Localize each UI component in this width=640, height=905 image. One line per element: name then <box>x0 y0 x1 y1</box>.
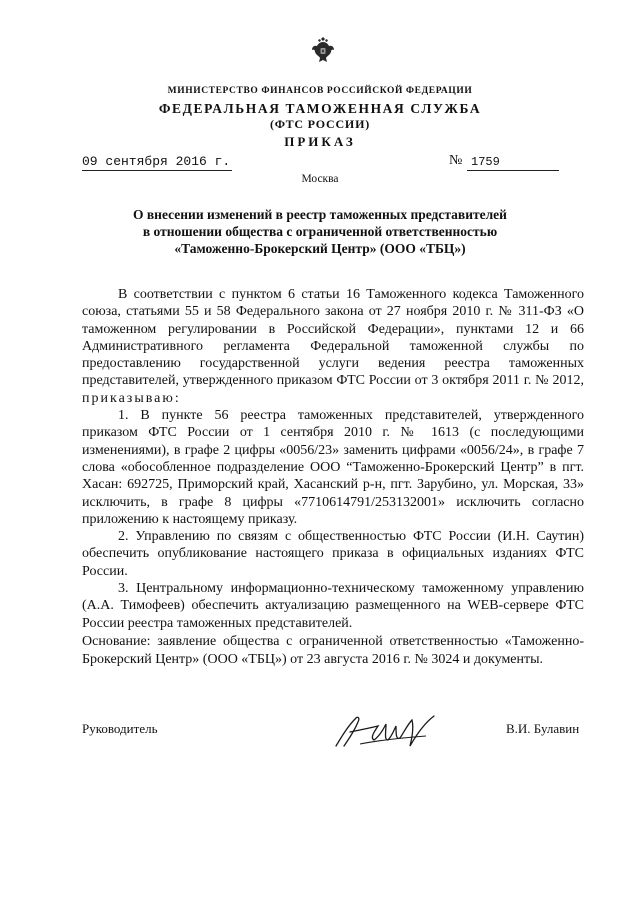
order-title-line-3: «Таможенно-Брокерский Центр» (ООО «ТБЦ») <box>174 241 466 256</box>
handwritten-signature <box>330 710 440 752</box>
order-date: 09 сентября 2016 г. <box>82 154 231 169</box>
order-date-field <box>82 154 232 174</box>
ministry-name: МИНИСТЕРСТВО ФИНАНСОВ РОССИЙСКОЙ ФЕДЕРАЦИИ <box>167 86 473 96</box>
signatory-position: Руководитель <box>82 721 158 736</box>
signatory-name: В.И. Булавин <box>506 721 580 736</box>
order-body <box>82 286 584 632</box>
order-item-1: 1. В пункте 56 реестра таможенных представителей, утвержденного приказом ФТС России от 1 сентября 2010 г. № 1613 (с последующими изменениями), в графе 2 цифры «0056/23» заменить цифрами «0056/24», в графе 7 слова «обособленное подразделение ООО “Таможенно-Брокерский Центр” в пгт. Хасан: 692725, Приморский край, Хасанский р-н, пгт. Зарубино, ул. Морская, 33» исключить, в графе 8 цифры «7710614791/253132001» исключить согласно приложению к настоящему приказу. <box>82 408 584 527</box>
number-underline <box>467 170 559 171</box>
service-abbreviation: (ФТС РОССИИ) <box>269 117 370 131</box>
preamble-paragraph <box>82 286 584 407</box>
number-sign: № <box>449 153 463 168</box>
order-city: Москва <box>301 173 339 185</box>
order-number: 1759 <box>471 155 500 169</box>
document-type: ПРИКАЗ <box>284 134 356 149</box>
date-underline <box>82 170 232 171</box>
service-name: ФЕДЕРАЛЬНАЯ ТАМОЖЕННАЯ СЛУЖБА <box>158 101 482 116</box>
order-item-3: 3. Центральному информационно-техническому таможенному управлению (А.А. Тимофеев) обеспечить актуализацию размещенного на WEB-сервере ФТС России реестра таможенных представителей. <box>82 581 584 631</box>
preamble-text: В соответствии с пунктом 6 статьи 16 Таможенного кодекса Таможенного союза, статьями 55 и 58 Федерального закона от 27 ноября 2010 г. № 311-ФЗ «О таможенном регулировании в Российской Федерации», пунктами 12 и 66 Административного регламента Федеральной таможенной службы по предоставлению государственной услуги ведения реестра таможенных представителей, утвержденного приказом ФТС России от 3 октября 2011 г. № 2012, <box>82 287 584 389</box>
order-title-line-2: в отношении общества с ограниченной ответственностью <box>142 224 498 239</box>
order-title-line-1: О внесении изменений в реестр таможенных представителей <box>133 207 507 222</box>
order-number-field <box>449 154 559 174</box>
order-word: приказываю: <box>82 390 181 406</box>
basis-paragraph: Основание: заявление общества с ограниченной ответственностью «Таможенно-Брокерский Центр» (ООО «ТБЦ») от 23 августа 2016 г. № 3024 и документы. <box>82 634 584 667</box>
order-item-2: 2. Управлению по связям с общественностью ФТС России (И.Н. Саутин) обеспечить опубликование настоящего приказа в официальных изданиях ФТС России. <box>82 529 584 579</box>
russian-coat-of-arms-icon <box>311 35 335 65</box>
